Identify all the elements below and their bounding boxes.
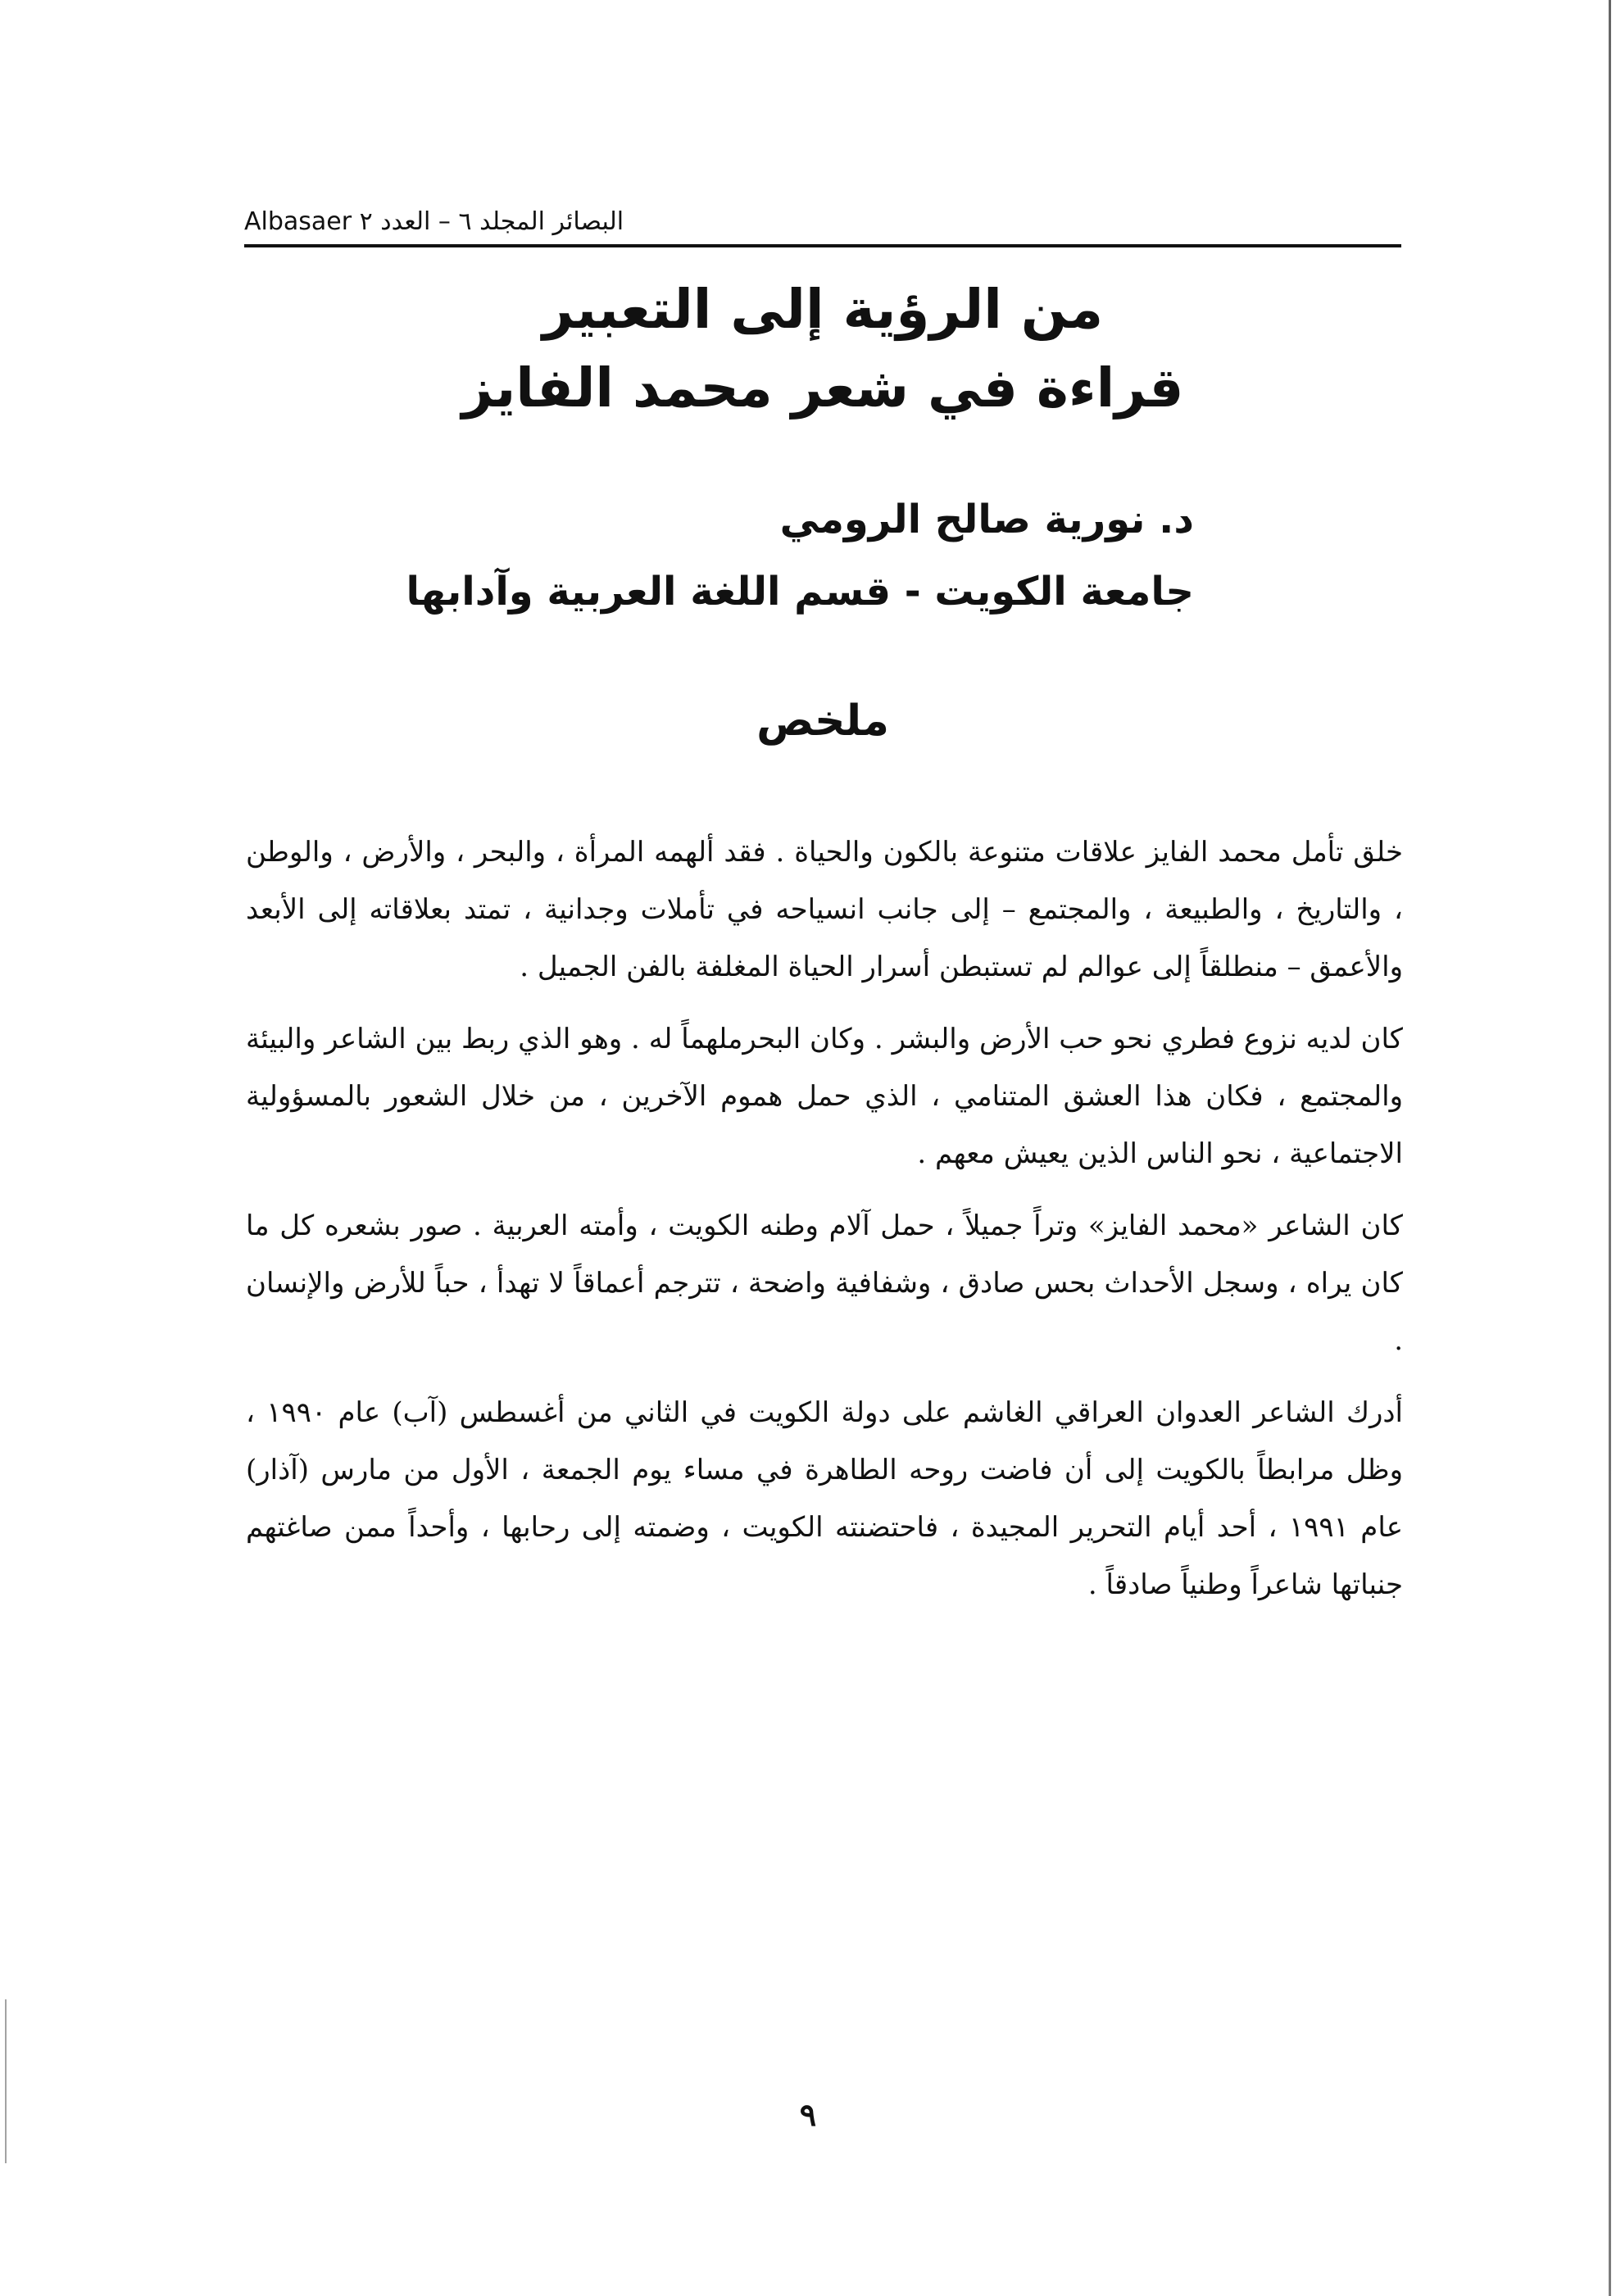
journal-header-text: البصائر المجلد ٦ – العدد ٢ Albasaer — [244, 207, 624, 236]
abstract-paragraph: خلق تأمل محمد الفايز علاقات متنوعة بالكون والحياة . فقد ألهمه المرأة ، والبحر ، والأرض ، والوطن ، والتاريخ ، والطبيعة ، والمجتمع – إلى جانب انسياحه في تأملات وجدانية ، تمتد بعلاقاته إلى الأبعد والأعمق – منطلقاً إلى عوالم لم تستبطن أسرار الحياة المغلفة بالفن الجميل . — [246, 836, 1403, 983]
abstract-heading: ملخص — [756, 697, 889, 746]
scan-edge-right — [1609, 0, 1611, 2296]
scan-edge-left — [5, 1999, 7, 2163]
author-block — [406, 483, 1195, 628]
title-line-1: من الرؤية إلى التعبير — [542, 278, 1104, 341]
abstract-paragraph: أدرك الشاعر العدوان العراقي الغاشم على دولة الكويت في الثاني من أغسطس (آب) عام ١٩٩٠ ، وظل مرابطاً بالكويت إلى أن فاضت روحه الطاهرة في مساء يوم الجمعة ، الأول من مارس (آذار) عام ١٩٩١ ، أحد أيام التحرير المجيدة ، فاحتضنته الكويت ، وضمته إلى رحابها ، وأحداً ممن صاغتهم جنباتها شاعراً وطنياً صادقاً . — [246, 1396, 1403, 1601]
abstract-paragraph: كان الشاعر «محمد الفايز» وتراً جميلاً ، حمل آلام وطنه الكويت ، وأمته العربية . صور بشعره كل ما كان يراه ، وسجل الأحداث بحس صادق ، وشفافية واضحة ، تترجم أعماقاً لا تهدأ ، حباً للأرض والإنسان . — [246, 1209, 1403, 1357]
running-header — [244, 195, 1401, 247]
author-affiliation: جامعة الكويت - قسم اللغة العربية وآدابها — [406, 569, 1194, 615]
article-title — [244, 270, 1401, 428]
abstract-body — [246, 824, 1403, 1628]
title-line-2: قراءة في شعر محمد الفايز — [461, 356, 1184, 420]
author-name: د. نورية صالح الرومي — [779, 497, 1194, 542]
abstract-paragraph: كان لديه نزوع فطري نحو حب الأرض والبشر . وكان البحرملهماً له . وهو الذي ربط بين الشاعر والبيئة والمجتمع ، فكان هذا العشق المتنامي ، الذي حمل هموم الآخرين ، من خلال الشعور بالمسؤولية الاجتماعية ، نحو الناس الذين يعيش معهم . — [246, 1023, 1403, 1170]
page-number: ٩ — [799, 2096, 817, 2133]
